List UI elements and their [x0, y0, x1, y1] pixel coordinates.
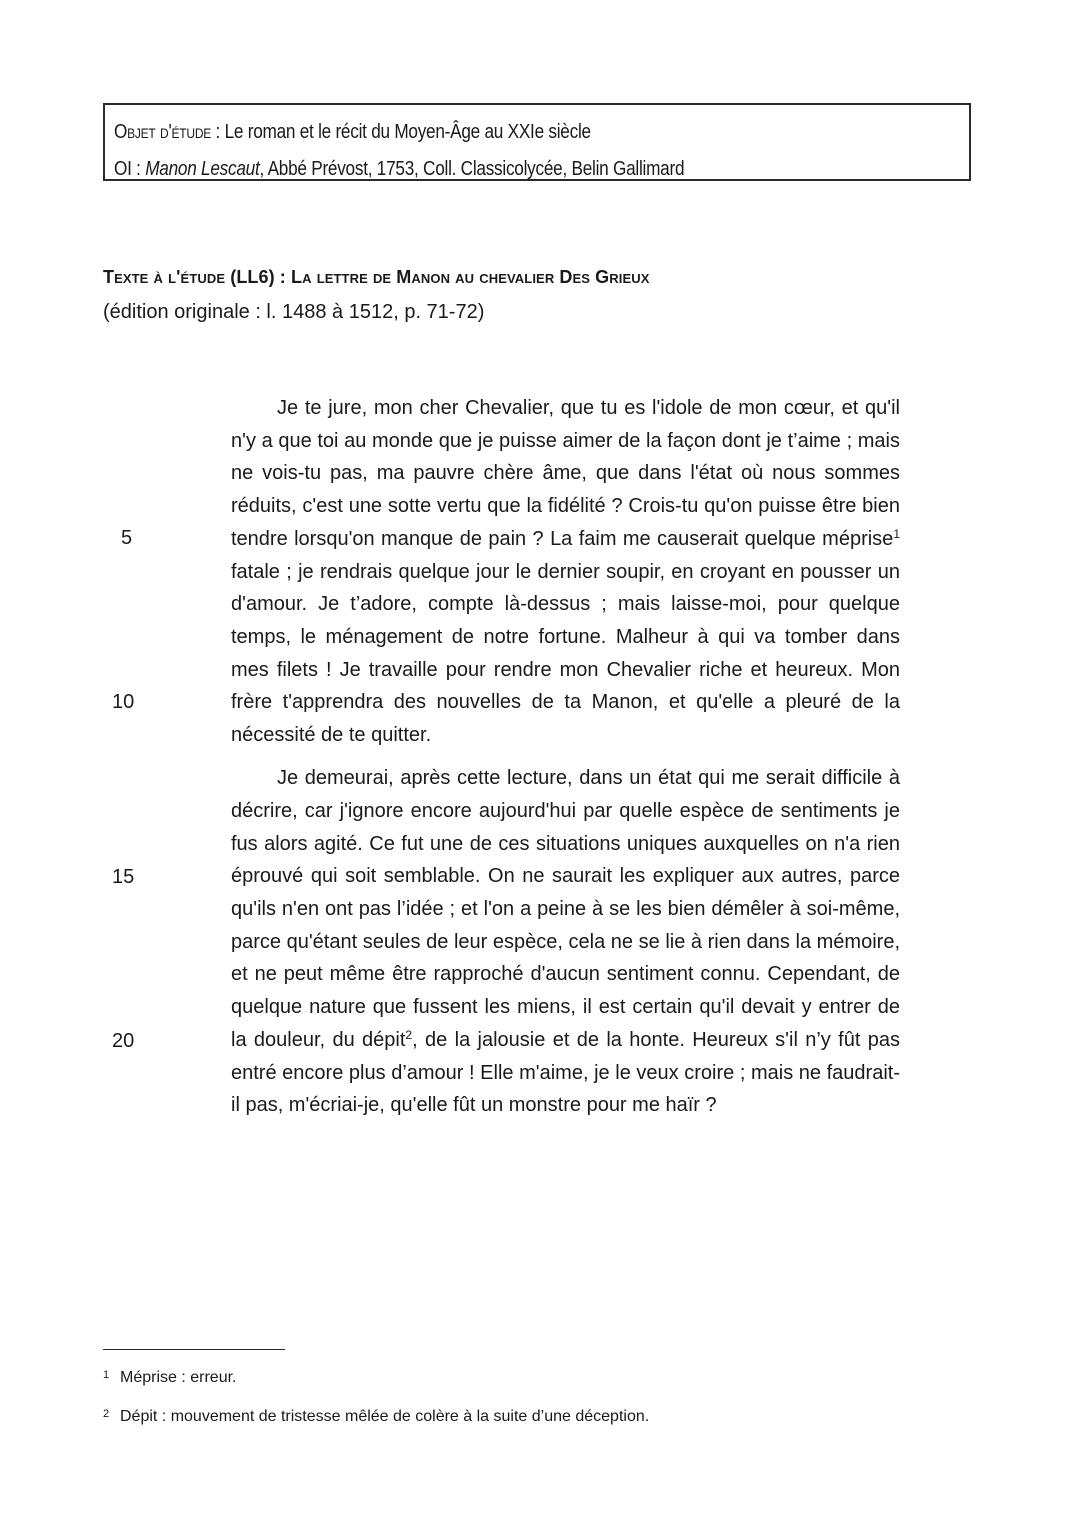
study-title: Texte à l'étude (LL6) : La lettre de Manon au chevalier Des Grieux — [103, 267, 650, 287]
footnote-ref-1: 1 — [893, 526, 900, 541]
footnote-2-mark: 2 — [103, 1408, 110, 1420]
main-text — [231, 392, 900, 1122]
header-box — [103, 103, 971, 181]
header-separator: : — [211, 121, 225, 143]
study-title-block — [103, 262, 963, 329]
header-work-details: , Abbé Prévost, 1753, Coll. Classicolycée, Belin Gallimard — [259, 158, 685, 180]
paragraph-reaction — [231, 762, 900, 1122]
header-work-title: Manon Lescaut — [145, 158, 260, 180]
header-study-object-label: Objet d'étude — [114, 121, 212, 143]
footnote-2 — [103, 1403, 649, 1428]
header-study-object-text: Le roman et le récit du Moyen-Âge au XXIe siècle — [224, 121, 591, 143]
paragraph-letter-part-1: Je te jure, mon cher Chevalier, que tu es l'idole de mon cœur, et qu'il n'y a que toi au monde que je puisse aimer de la façon dont je t’aime ; mais ne vois-tu pas, ma pauvre chère âme, que dans l'état où nous sommes réduits, c'est une sotte vertu que la fidélité ? Crois-tu qu'on puisse être bien tendre lorsqu'on manque de pain ? La faim me causerait quelque méprise — [231, 397, 900, 550]
footnote-2-text: Dépit : mouvement de tristesse mêlée de colère à la suite d’une déception. — [120, 1408, 650, 1425]
footnote-1-text: Méprise : erreur. — [120, 1369, 237, 1386]
footnote-divider — [103, 1349, 285, 1350]
line-number-10: 10 — [112, 691, 135, 713]
line-number-5: 5 — [121, 527, 133, 549]
paragraph-reaction-part-1: Je demeurai, après cette lecture, dans un état qui me serait difficile à décrire, car j'ignore encore aujourd'hui par quelle espèce de sentiments je fus alors agité. Ce fut une de ces situations uniques auxquelles on n'a rien éprouvé qui soit semblable. On ne saurait les expliquer aux autres, parce qu'ils n'en ont pas l’idée ; et l'on a peine à se les bien démêler à soi-même, parce qu'étant seules de leur espèce, cela ne se lie à rien dans la mémoire, et ne peut même être rapproché d'aucun sentiment connu. Cependant, de quelque nature que fussent les miens, il est certain qu'il devait y entrer de la douleur, du dépit — [231, 767, 900, 1051]
footnote-1-mark: 1 — [103, 1369, 110, 1381]
study-edition: (édition originale : l. 1488 à 1512, p. 71-72) — [103, 301, 485, 323]
paragraph-reaction-part-2: , de la jalousie et de la honte. Heureux s'il n’y fût pas entré encore plus d’amour ! Elle m'aime, je le veux croire ; mais ne faudrait-il pas, m'écriai-je, qu'elle fût un monstre pour me haïr ? — [231, 1028, 900, 1117]
paragraph-letter — [231, 392, 900, 752]
header-line-study-object — [114, 114, 849, 151]
header-work-prefix: OI : — [114, 158, 146, 180]
footnote-ref-2: 2 — [405, 1027, 413, 1042]
header-line-work — [114, 151, 849, 188]
paragraph-letter-part-2: fatale ; je rendrais quelque jour le dernier soupir, en croyant en pousser un d'amour. Je t’adore, compte là-dessus ; mais laisse-moi, pour quelque temps, le ménagement de notre fortune. Malheur à qui va tomber dans mes filets ! Je travaille pour rendre mon Chevalier riche et heureux. Mon frère t'apprendra des nouvelles de ta Manon, et qu'elle a pleuré de la nécessité de te quitter. — [231, 560, 900, 747]
line-number-20: 20 — [112, 1030, 135, 1052]
footnote-1 — [103, 1364, 236, 1389]
line-number-15: 15 — [112, 866, 135, 888]
